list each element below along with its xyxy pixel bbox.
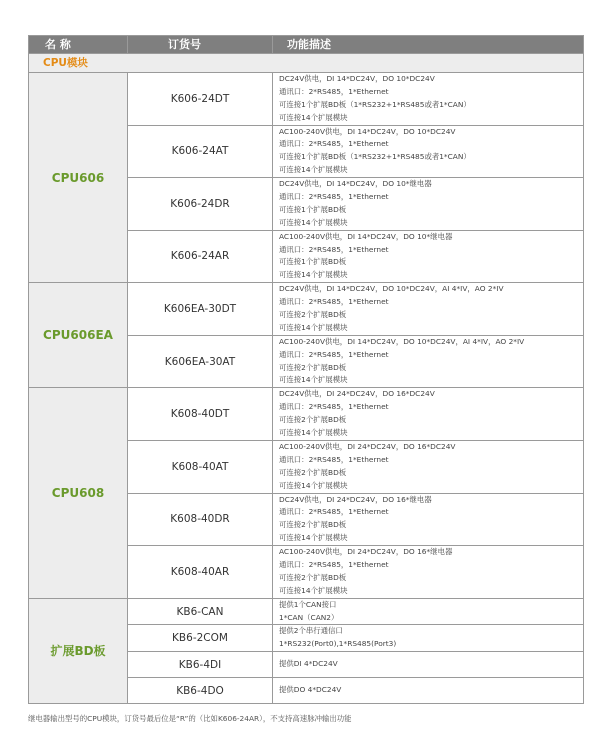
order-number: K606-24AR — [128, 230, 273, 283]
description-line: DC24V供电，DI 14*DC24V，DO 10*继电器 — [279, 179, 432, 189]
description — [273, 678, 584, 704]
header-description: 功能描述 — [273, 36, 584, 54]
description-line: 可连接14个扩展模块 — [279, 428, 348, 438]
description-line: 可连接1个扩展BD板（1*RS232+1*RS485或者1*CAN） — [279, 99, 471, 109]
order-number: K606-24AT — [128, 125, 273, 178]
description-line: AC100-240V供电，DI 14*DC24V，DO 10*继电器 — [279, 231, 453, 241]
description-line: 可连接14个扩展模块 — [279, 270, 348, 280]
description-line: AC100-240V供电，DI 14*DC24V，DO 10*DC24V — [279, 126, 456, 136]
description-line: 通讯口：2*RS485，1*Ethernet — [279, 349, 389, 359]
description-line: DC24V供电，DI 14*DC24V，DO 10*DC24V，AI 4*IV，AO 2*IV — [279, 284, 504, 294]
description-line: 可连接2个扩展BD板 — [279, 362, 347, 372]
description — [273, 493, 584, 546]
description-line: AC100-240V供电，DI 14*DC24V，DO 10*DC24V，AI 4*IV，AO 2*IV — [279, 336, 525, 346]
description-line: 可连接2个扩展BD板 — [279, 415, 347, 425]
order-number: K606-24DT — [128, 73, 273, 126]
description-line: 提供2个串行通信口 — [279, 626, 343, 636]
description-line: 1*RS232(Port0),1*RS485(Port3) — [279, 639, 397, 649]
description-line: 可连接14个扩展模块 — [279, 217, 348, 227]
order-number: K608-40DT — [128, 388, 273, 441]
order-number: K606EA-30AT — [128, 335, 273, 388]
order-number: KB6-4DO — [128, 678, 273, 704]
description-line: 通讯口：2*RS485，1*Ethernet — [279, 507, 389, 517]
description-line: 通讯口：2*RS485，1*Ethernet — [279, 192, 389, 202]
description-line: 提供1个CAN接口 — [279, 599, 337, 609]
description-line: 可连接14个扩展模块 — [279, 165, 348, 175]
description-line: 通讯口：2*RS485，1*Ethernet — [279, 86, 389, 96]
description — [273, 598, 584, 625]
description-line: 可连接2个扩展BD板 — [279, 467, 347, 477]
description — [273, 440, 584, 493]
description-line: 可连接1个扩展BD板 — [279, 257, 347, 267]
group-name: 扩展BD板 — [29, 598, 128, 704]
order-number: K606EA-30DT — [128, 283, 273, 336]
spec-table — [28, 35, 584, 704]
section-title: CPU模块 — [29, 54, 584, 73]
order-number: K608-40AR — [128, 546, 273, 599]
description-line: 可连接14个扩展模块 — [279, 585, 348, 595]
description-line: 可连接14个扩展模块 — [279, 112, 348, 122]
table-row — [29, 598, 584, 625]
order-number: K608-40DR — [128, 493, 273, 546]
description-line: AC100-240V供电，DI 24*DC24V，DO 16*DC24V — [279, 441, 456, 451]
description-line: 通讯口：2*RS485，1*Ethernet — [279, 139, 389, 149]
description — [273, 546, 584, 599]
header-row — [29, 36, 584, 54]
description-line: 可连接2个扩展BD板 — [279, 520, 347, 530]
order-number: KB6-2COM — [128, 625, 273, 652]
description-line: 可连接2个扩展BD板 — [279, 572, 347, 582]
table-row — [29, 283, 584, 336]
description — [273, 335, 584, 388]
header-name: 名 称 — [29, 36, 128, 54]
order-number: K608-40AT — [128, 440, 273, 493]
description-line: 提供DI 4*DC24V — [279, 659, 338, 669]
description-line: DC24V供电，DI 14*DC24V，DO 10*DC24V — [279, 74, 435, 83]
section-row — [29, 54, 584, 73]
description-line: 通讯口：2*RS485，1*Ethernet — [279, 454, 389, 464]
description-line: 可连接14个扩展模块 — [279, 322, 348, 332]
description-line: 1*CAN（CAN2） — [279, 612, 339, 622]
description-line: 可连接14个扩展模块 — [279, 480, 348, 490]
description — [273, 652, 584, 678]
description-line: 通讯口：2*RS485，1*Ethernet — [279, 297, 389, 307]
description — [273, 388, 584, 441]
description-line: 可连接14个扩展模块 — [279, 533, 348, 543]
description-line: 可连接2个扩展BD板 — [279, 310, 347, 320]
group-name: CPU606 — [29, 73, 128, 283]
description-line: AC100-240V供电，DI 24*DC24V，DO 16*继电器 — [279, 547, 453, 557]
description — [273, 178, 584, 231]
description-line: DC24V供电，DI 24*DC24V，DO 16*继电器 — [279, 494, 432, 504]
description-line: 通讯口：2*RS485，1*Ethernet — [279, 402, 389, 412]
description-line: 可连接14个扩展模块 — [279, 375, 348, 385]
description — [273, 73, 584, 126]
description-line: 可连接1个扩展BD板 — [279, 204, 347, 214]
group-name: CPU608 — [29, 388, 128, 598]
group-name: CPU606EA — [29, 283, 128, 388]
description-line: 可连接1个扩展BD板（1*RS232+1*RS485或者1*CAN） — [279, 152, 471, 162]
description — [273, 283, 584, 336]
description — [273, 125, 584, 178]
description-line: 提供DO 4*DC24V — [279, 685, 342, 695]
description-line: 通讯口：2*RS485，1*Ethernet — [279, 244, 389, 254]
table-row — [29, 73, 584, 126]
description-line: DC24V供电，DI 24*DC24V，DO 16*DC24V — [279, 389, 435, 399]
description — [273, 625, 584, 652]
footnote: 继电器输出型号的CPU模块，订货号最后位是“R”的（比如K606-24AR），不支持高速脉冲输出功能 — [28, 714, 352, 723]
order-number: K606-24DR — [128, 178, 273, 231]
description-line: 通讯口：2*RS485，1*Ethernet — [279, 559, 389, 569]
order-number: KB6-4DI — [128, 652, 273, 678]
table-row — [29, 388, 584, 441]
description — [273, 230, 584, 283]
header-order-number: 订货号 — [128, 36, 273, 54]
order-number: KB6-CAN — [128, 598, 273, 625]
